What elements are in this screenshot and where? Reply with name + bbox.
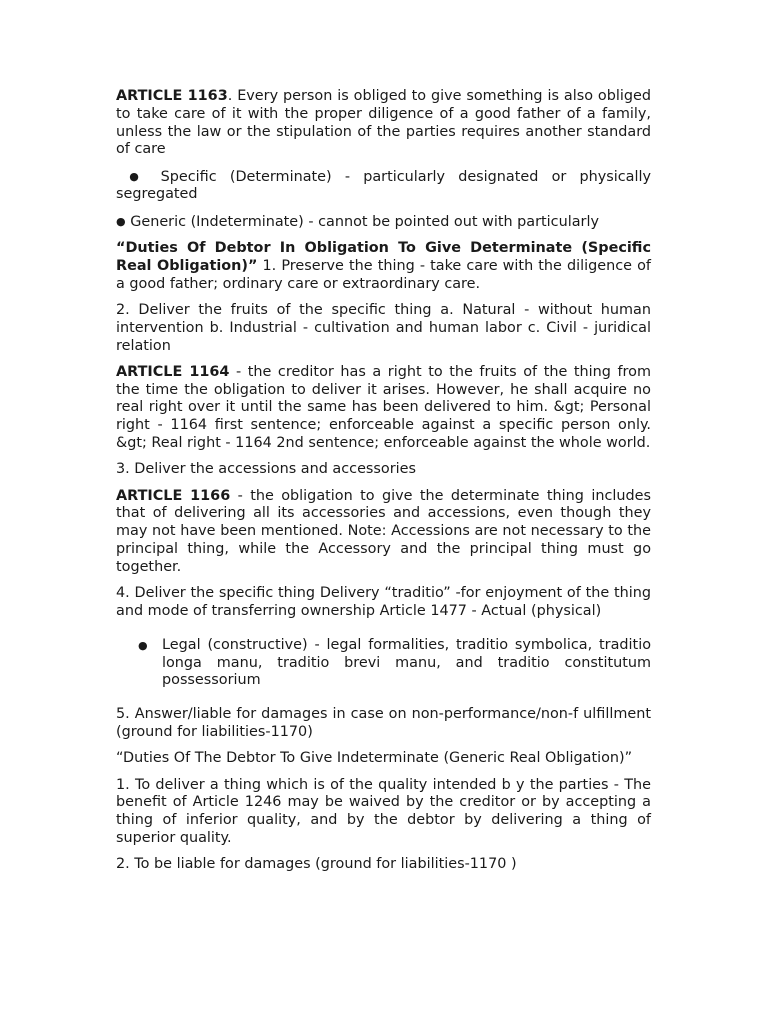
duties-determinate-heading: “Duties Of Debtor In Obligation To Give Determinate (Specific Real Obligation)” [116, 240, 651, 274]
article-1164-label: ARTICLE 1164 [116, 363, 230, 380]
bullet-dot-icon: ● [129, 169, 148, 183]
duty-1-text: 1. Preserve the thing - take care with the diligence of a good father; ordinary care or extraordinary care. [116, 257, 651, 292]
article-1163-text: . Every person is obliged to give something is also obliged to take care of it with the proper diligence of a good father of a family, unless the law or the stipulation of the parties requires another standard of care [116, 88, 651, 158]
duties-determinate-paragraph [116, 240, 651, 293]
bullet-legal-text: Legal (constructive) - legal formalities, traditio symbolica, traditio longa manu, traditio brevi manu, and traditio constitutum possessorium [162, 636, 651, 689]
article-1164-text: - the creditor has a right to the fruits of the thing from the time the obligation to deliver it arises. However, he shall acquire no real right over it until the same has been delivered to him. &gt; Personal right - 1164 first sentence; enforceable against a specific person only. &gt; Real right - 1164 2nd sentence; enforceable against the whole world. [116, 363, 651, 452]
article-1166-paragraph [116, 488, 651, 577]
article-1163-label: ARTICLE 1163 [116, 88, 228, 104]
article-1163-paragraph [116, 88, 651, 159]
bullet-dot-icon: ● [116, 214, 126, 228]
bullet-dot-icon: ● [138, 638, 148, 652]
bullet-generic-text: Generic (Indeterminate) - cannot be pointed out with particularly [130, 213, 599, 230]
duties-indeterminate-heading: “Duties Of The Debtor To Give Indeterminate (Generic Real Obligation)” [116, 750, 633, 767]
bullet-specific [116, 168, 651, 205]
bullet-generic [116, 213, 651, 232]
article-1164-paragraph [116, 364, 651, 453]
duty-2-paragraph: 2. Deliver the fruits of the specific thing a. Natural - without human intervention b. Industrial - cultivation and human labor c. Civil - juridical relation [116, 301, 651, 354]
duty-3-paragraph: 3. Deliver the accessions and accessories [116, 461, 416, 478]
generic-duty-1-paragraph: 1. To deliver a thing which is of the quality intended b y the parties - The benefit of Article 1246 may be waived by the creditor or by accepting a thing of inferior quality, and by the debtor by delivering a thing of superior quality. [116, 776, 651, 846]
article-1166-text: - the obligation to give the determinate thing includes that of delivering all its accessories and accessions, even though they may not have been mentioned. Note: Accessions are not necessary to the principal thing, while the Accessory and the principal thing must go together. [116, 487, 651, 575]
duty-5-paragraph: 5. Answer/liable for damages in case on non-performance/non-f ulfillment (ground for liabilities-1170) [116, 706, 651, 740]
generic-duty-2-paragraph: 2. To be liable for damages (ground for liabilities-1170 ) [116, 856, 517, 873]
bullet-specific-text: Specific (Determinate) - particularly designated or physically segregated [116, 168, 652, 203]
bullet-legal [116, 637, 651, 690]
article-1166-label: ARTICLE 1166 [116, 487, 231, 504]
document-page [116, 88, 651, 882]
duty-4-paragraph: 4. Deliver the specific thing Delivery “traditio” -for enjoyment of the thing and mode of transferring ownership Article 1477 - Actual (physical) [116, 585, 651, 619]
